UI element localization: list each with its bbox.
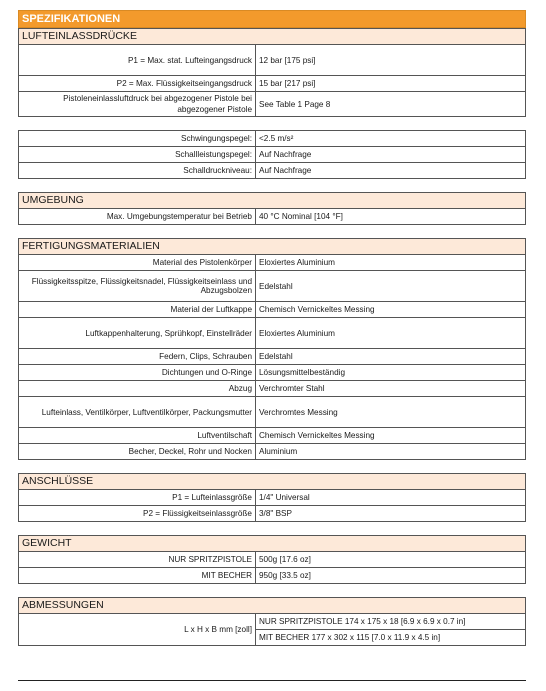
row-value: Lösungsmittelbeständig bbox=[256, 365, 526, 381]
row-value: 500g [17.6 oz] bbox=[256, 552, 526, 568]
table-row bbox=[19, 444, 526, 460]
spec-table bbox=[18, 613, 526, 646]
row-label: Luftventilschaft bbox=[19, 428, 256, 444]
row-value: Aluminium bbox=[256, 444, 526, 460]
table-row bbox=[19, 147, 526, 163]
spec-title: SPEZIFIKATIONEN bbox=[18, 10, 526, 28]
row-value: MIT BECHER 177 x 302 x 115 [7.0 x 11.9 x 4.5 in] bbox=[256, 629, 525, 645]
table-row bbox=[19, 365, 526, 381]
section-heading: UMGEBUNG bbox=[18, 192, 526, 208]
row-label: Flüssigkeitsspitze, Flüssigkeitsnadel, Flüssigkeitseinlass und Abzugsbolzen bbox=[19, 271, 256, 302]
spec-table bbox=[18, 44, 526, 117]
table-row bbox=[19, 271, 526, 302]
row-label: Lufteinlass, Ventilkörper, Luftventilkörper, Packungsmutter bbox=[19, 397, 256, 428]
row-value: NUR SPRITZPISTOLE 174 x 175 x 18 [6.9 x 6.9 x 0.7 in] bbox=[259, 617, 466, 626]
section-connections bbox=[18, 473, 526, 522]
row-value: 12 bar [175 psi] bbox=[256, 45, 526, 76]
table-row bbox=[19, 490, 526, 506]
table-row bbox=[19, 397, 526, 428]
section-environment bbox=[18, 192, 526, 225]
row-label: L x H x B mm [zoll] bbox=[19, 614, 256, 646]
section-weight bbox=[18, 535, 526, 584]
spec-table bbox=[18, 208, 526, 225]
bottom-divider bbox=[18, 680, 526, 681]
row-label: Max. Umgebungstemperatur bei Betrieb bbox=[19, 209, 256, 225]
table-row bbox=[19, 381, 526, 397]
row-value-group bbox=[256, 614, 526, 646]
row-label: Pistoleneinlassluftdruck bei abgezogener Pistole bei abgezogener Pistole bbox=[19, 92, 256, 117]
row-value: Chemisch Vernickeltes Messing bbox=[256, 428, 526, 444]
table-row bbox=[19, 552, 526, 568]
row-label: P1 = Lufteinlassgröße bbox=[19, 490, 256, 506]
row-value: <2.5 m/s² bbox=[256, 131, 526, 147]
row-label: MIT BECHER bbox=[19, 568, 256, 584]
row-label: P1 = Max. stat. Lufteingangsdruck bbox=[19, 45, 256, 76]
section-materials bbox=[18, 238, 526, 460]
row-label: Dichtungen und O-Ringe bbox=[19, 365, 256, 381]
row-label: NUR SPRITZPISTOLE bbox=[19, 552, 256, 568]
row-label: Abzug bbox=[19, 381, 256, 397]
section-heading: LUFTEINLASSDRÜCKE bbox=[18, 28, 526, 44]
row-value: Edelstahl bbox=[256, 271, 526, 302]
row-label: Luftkappenhalterung, Sprühkopf, Einstellräder bbox=[19, 318, 256, 349]
row-value: Auf Nachfrage bbox=[256, 147, 526, 163]
table-row bbox=[19, 76, 526, 92]
row-label: Schalldruckniveau: bbox=[19, 163, 256, 179]
section-air-inlet-pressures bbox=[18, 28, 526, 117]
row-value: 15 bar [217 psi] bbox=[256, 76, 526, 92]
section-dimensions bbox=[18, 597, 526, 646]
table-row bbox=[19, 209, 526, 225]
row-value: 40 °C Nominal [104 °F] bbox=[256, 209, 526, 225]
table-row bbox=[19, 614, 526, 646]
row-label: Material des Pistolenkörper bbox=[19, 255, 256, 271]
row-value: Eloxiertes Aluminium bbox=[256, 318, 526, 349]
table-row bbox=[19, 131, 526, 147]
spec-table bbox=[18, 130, 526, 179]
table-row bbox=[19, 163, 526, 179]
row-label: Schwingungspegel: bbox=[19, 131, 256, 147]
table-row bbox=[19, 45, 526, 76]
row-value: Edelstahl bbox=[256, 349, 526, 365]
row-label: Federn, Clips, Schrauben bbox=[19, 349, 256, 365]
table-row bbox=[19, 568, 526, 584]
spec-table bbox=[18, 254, 526, 460]
spec-table bbox=[18, 489, 526, 522]
row-label: Becher, Deckel, Rohr und Nocken bbox=[19, 444, 256, 460]
table-row bbox=[19, 302, 526, 318]
row-value: See Table 1 Page 8 bbox=[256, 92, 526, 117]
table-row bbox=[19, 428, 526, 444]
table-row bbox=[19, 92, 526, 117]
section-heading: FERTIGUNGSMATERIALIEN bbox=[18, 238, 526, 254]
row-label: Material der Luftkappe bbox=[19, 302, 256, 318]
row-value: 950g [33.5 oz] bbox=[256, 568, 526, 584]
section-heading: GEWICHT bbox=[18, 535, 526, 551]
row-value: Auf Nachfrage bbox=[256, 163, 526, 179]
table-row bbox=[19, 318, 526, 349]
section-heading: ANSCHLÜSSE bbox=[18, 473, 526, 489]
row-label: P2 = Max. Flüssigkeitseingangsdruck bbox=[19, 76, 256, 92]
spec-sheet bbox=[18, 10, 526, 659]
table-row bbox=[19, 506, 526, 522]
row-value: Eloxiertes Aluminium bbox=[256, 255, 526, 271]
row-label: P2 = Flüssigkeitseinlassgröße bbox=[19, 506, 256, 522]
section-vibration-sound bbox=[18, 130, 526, 179]
row-value: 1/4" Universal bbox=[256, 490, 526, 506]
row-value: Verchromtes Messing bbox=[256, 397, 526, 428]
row-label: Schallleistungspegel: bbox=[19, 147, 256, 163]
section-heading: ABMESSUNGEN bbox=[18, 597, 526, 613]
row-value: Verchromter Stahl bbox=[256, 381, 526, 397]
table-row bbox=[19, 349, 526, 365]
spec-table bbox=[18, 551, 526, 584]
table-row bbox=[19, 255, 526, 271]
row-value: Chemisch Vernickeltes Messing bbox=[256, 302, 526, 318]
row-value: 3/8" BSP bbox=[256, 506, 526, 522]
